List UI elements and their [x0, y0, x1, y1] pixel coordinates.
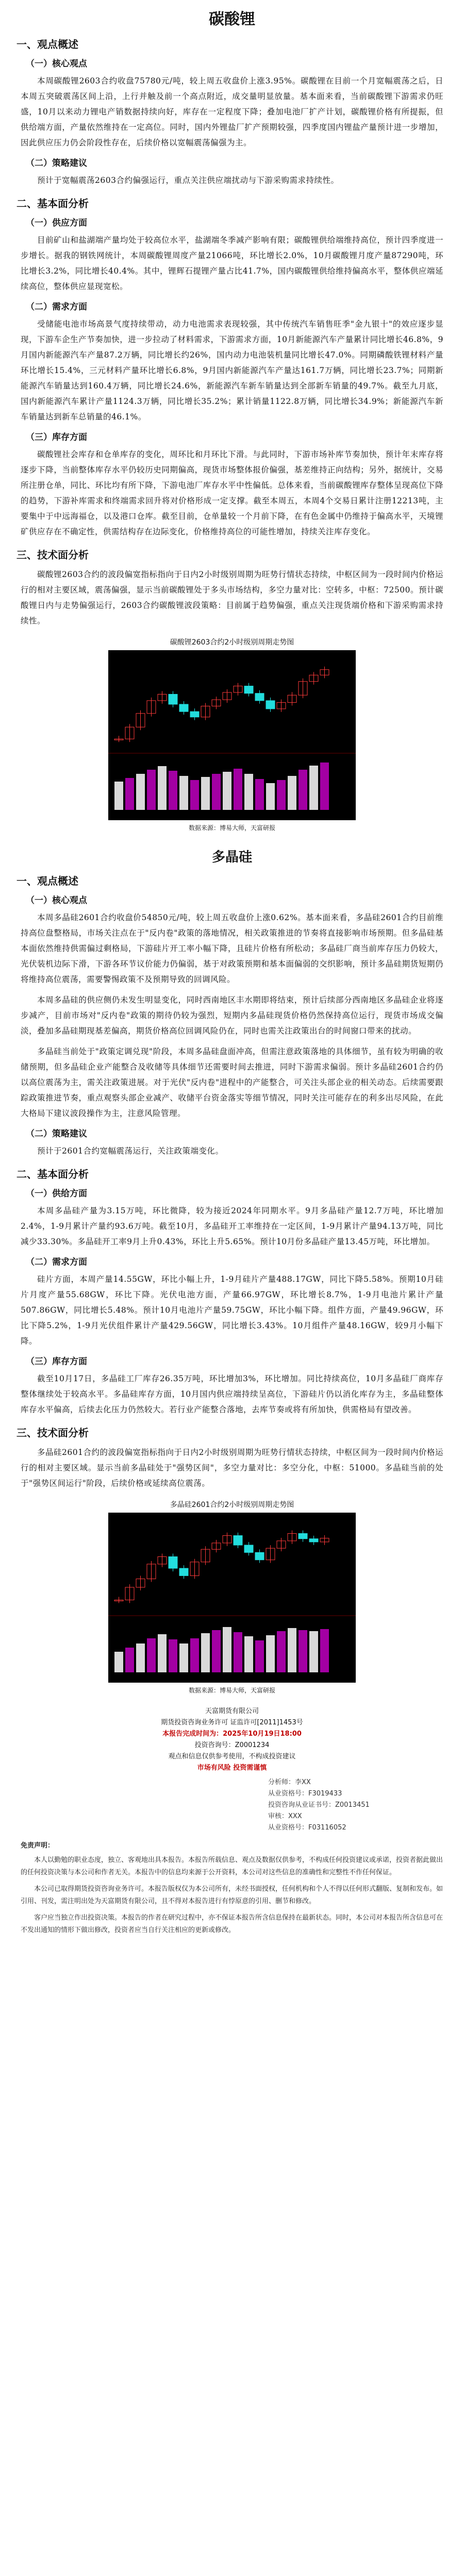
polysilicon-oscillator-bar — [244, 1636, 253, 1672]
disclaimer-title: 免责声明： — [21, 1842, 55, 1850]
lithium-oscillator-bar — [114, 782, 123, 810]
heading-fundamentals-2: 二、基本面分析 — [16, 1168, 89, 1180]
core-view-paragraph-2b: 本周多晶硅的供应侧仍未发生明显变化，同时西南地区丰水期即将结束，预计后续部分西南地区多晶硅企业将逐步减产，目前市场对"反内卷"政策的期待仍较为强烈，短期内多晶硅现货价格仍然保持高位运行，现货市场成交偏淡，叠加多晶硅期现基差偏高，期货价格高位回调风险仍在，同时也需关注政策出台的时间窗口带来的扰动。 — [21, 995, 443, 1036]
core-view-paragraph-2a: 本周多晶硅2601合约收盘价54850元/吨，较上周五收盘价上涨0.62%。基本面来看，多晶硅2601合约目前维持高位盘整格局，市场关注点在于"反内卷"政策的落地情况，相关政策推进的节奏将直接影响市场预期。但多晶硅基本面依然维持供需偏过剩格局，下游硅片开工率小幅下降，且硅片价格有所松动；多晶硅厂商当前库存压力仍较大，光伏装机边际下滑，下游各环节议价能力仍偏弱，基于对政策预期和基本面偏弱的交织影响，预计多晶硅期货短期仍将维持高位震荡，需要警惕政策不及预期导致的回调风险。 — [21, 913, 443, 984]
polysilicon-chart — [108, 1496, 356, 1698]
report-date-line: 本报告完成时间为：2025年10月19日18:00 — [162, 1730, 302, 1738]
analyst-info — [268, 1777, 464, 1834]
stock-paragraph-2: 截至10月17日，多晶硅工厂库存26.35万吨，环比增加3%，环比增加。同比持续高位，10月多晶硅厂商库存整体继续处于较高水平。多晶硅库存方面，10月国内供应端持续呈高位，下游硅片仍以消化库存为主，多晶硅整体库存水平偏高，后续去化压力仍然较大。若行业产能整合落地，去库节奏或将有所加快，供需格局有望改善。 — [21, 1374, 443, 1414]
lithium-oscillator-bar — [212, 774, 221, 810]
polysilicon-oscillator-bar — [201, 1633, 210, 1672]
polysilicon-chart-caption: 数据来源：博易大师，天富研报 — [108, 1683, 356, 1698]
license-line: 期货投资咨询业务许可 证监许可[2011]1453号 — [161, 1719, 303, 1726]
lithium-chart-svg — [108, 650, 356, 820]
lithium-oscillator-bar — [147, 770, 156, 810]
polysilicon-oscillator-bar — [190, 1638, 199, 1672]
lithium-oscillator-bar — [158, 766, 167, 810]
polysilicon-candle — [244, 1545, 253, 1552]
lithium-oscillator-bar — [266, 783, 275, 810]
lithium-candle — [179, 704, 188, 711]
heading-stock: （三）库存方面 — [26, 432, 87, 443]
core-view-paragraph: 本周碳酸锂2603合约收盘75780元/吨，较上周五收盘价上涨3.95%。碳酸锂在目前一个月宽幅震荡之后，日本周五突破震荡区间上沿，上行并触及前一个高点附近，成交量明显放量。基本面来看，当前碳酸锂下游需求仍旺盛，10月以来动力锂电产销数据持续向好，库存在一定程度下降；叠加电池厂扩产计划，碳酸锂价格有所提振，但供给端方面，产量依然维持在一定高位。同时，国内外锂盐厂扩产预期较强，四季度国内锂盐产量预计进一步增加，因此供应压力仍会阶段性存在，后续价格以宽幅震荡偏强为主。 — [21, 76, 443, 147]
heading-supply: （一）供应方面 — [26, 218, 87, 228]
heading-technical-2: 三、技术面分析 — [16, 1427, 89, 1439]
stock-paragraph: 碳酸锂社会库存和仓单库存的变化，周环比和月环比下滑。与此同时，下游市场补库节奏加快，预计年末库存将逐步下降，当前整体库存水平仍较历史同期偏高，现货市场整体报价偏强，基差维持正向结构；另外，据统计，交易所注册仓单，同比、环比均有所下降，下游电池厂库存水平中性偏低。总体来看，当前碳酸锂库存整体呈现高位下降的趋势，下游补库需求和终端需求回升将对价格形成一定支撑。截至本周五，本周4个交易日累计注册12213吨，主要集中于中远海福仓，以及港口仓库。截至目前，仓单量较一个月前下降，在有色金属中仍维持于偏高水平，天境锂矿供应存在不确定性，供需结构存在边际变化，价格维持高位的可能性增加，持续关注库存变化。 — [21, 450, 443, 536]
lithium-oscillator-bar — [299, 770, 307, 810]
supply-paragraph-2: 本周多晶硅产量为3.15万吨，环比微降，较为接近2024年同期水平。9月多晶硅产量12.7万吨，环比增加2.4%，1-9月累计产量约93.6万吨。截至10月，多晶硅开工率维持在一定区间，1-9月累计产量94.13万吨，同比减少33.30%。多晶硅开工率9月上升0.43%，环比上升5.65%。预计10月份多晶硅产量13.45万吨，环比增加。 — [21, 1206, 443, 1246]
supply-paragraph: 目前矿山和盐湖端产量均处于较高位水平，盐湖端冬季减产影响有限；碳酸锂供给端维持高位，预计四季度进一步增长。据我的钢铁网统计，本周碳酸锂周度产量21066吨，环比增长2.0%，10月碳酸锂月度产量87290吨，环比增长3.2%，同比增长40.4%。其中，锂辉石提锂产量占比41.7%，国内碳酸锂供给维持偏高水平，整体供应端延续高位，整体供应显现宽松。 — [21, 235, 443, 291]
polysilicon-oscillator-bar — [309, 1631, 318, 1672]
polysilicon-chart-svg — [108, 1513, 356, 1683]
core-view-paragraph-2c: 多晶硅当前处于"政策定调兑现"阶段，本周多晶硅盘面冲高，但需注意政策落地的具体细节，虽有较为明确的收储预期，但多晶硅企业产能整合及收储等具体细节还需要时间去推进，同时下游需求偏弱。预计多晶硅2601合约仍以高位震荡为主，需关注政策进展。对于光伏"反内卷"进程中的产能整合，可关注头部企业的相关动态。后续需要跟踪政策推进节奏，重点观察头部企业减产、收储平台资金落实等细节情况，同时关注可能存在的利多出尽风险，在此大格局下建议波段操作为主，注意风险管理。 — [21, 1047, 443, 1118]
polysilicon-chart-body — [108, 1513, 356, 1683]
lithium-chart-title: 碳酸锂2603合约2小时级别周期走势图 — [108, 634, 356, 650]
lithium-oscillator-bar — [190, 780, 199, 810]
lithium-oscillator-bar — [244, 774, 253, 810]
polysilicon-oscillator-bar — [255, 1640, 264, 1672]
lithium-candle — [255, 693, 264, 701]
polysilicon-oscillator-bar — [234, 1632, 242, 1672]
polysilicon-oscillator-bar — [136, 1643, 145, 1672]
company-name: 天富期货有限公司 — [205, 1707, 259, 1715]
lithium-oscillator-bar — [309, 766, 318, 810]
lithium-candle — [266, 701, 275, 709]
lithium-oscillator-bar — [201, 777, 210, 810]
heading-strategy: （二）策略建议 — [26, 158, 87, 168]
reviewer-cert: 从业资格号：F03116052 — [268, 1824, 346, 1832]
heading-demand: （二）需求方面 — [26, 302, 87, 312]
contact-line: 投资咨询号：Z0001234 — [194, 1741, 270, 1749]
disclaimer-paragraph-3: 客户应当独立作出投资决策。本报告的作者在研究过程中，亦不保证本报告所含信息保持在最新状态。同时，本公司对本报告所含信息可在不发出通知的情形下做出修改，投资者应当自行关注相应的更新或修改。 — [21, 1914, 443, 1934]
lithium-chart-body — [108, 650, 356, 820]
slogan-line-2: 市场有风险 投资需谨慎 — [197, 1764, 267, 1772]
polysilicon-oscillator-bar — [114, 1652, 123, 1672]
lithium-oscillator-bar — [223, 772, 231, 810]
lithium-oscillator-bar — [169, 771, 177, 810]
polysilicon-candle — [234, 1536, 242, 1545]
lithium-oscillator-bar — [255, 779, 264, 810]
heading-technical: 三、技术面分析 — [16, 549, 89, 561]
lithium-oscillator-bar — [320, 762, 329, 810]
lithium-oscillator-bar — [136, 774, 145, 810]
analyst-name: 分析师：李XX — [268, 1778, 311, 1786]
lithium-oscillator-bar — [125, 778, 134, 810]
heading-overview-2: 一、观点概述 — [16, 875, 78, 887]
polysilicon-oscillator-bar — [299, 1630, 307, 1672]
doc-title-polysilicon: 多晶硅 — [211, 850, 252, 865]
demand-paragraph: 受储能电池市场高景气度持续带动，动力电池需求表现较强，其中传统汽车销售旺季"金九银十"的效应逐步显现，下游车企生产节奏加快，进一步拉动了材料需求，下游需求方面，10月新能源汽车产量累计同比增长46.8%，9月国内新能源汽车产量87.2万辆，同比增长约26%，国内动力电池装机量同比增长47.0%。同期磷酸铁锂材料产量环比增长15.4%，三元材料产量环比增长6.8%，9月国内新能源汽车产量达161.7万辆，同比增长23.7%；同期新能源汽车销量达到160.4万辆，同比增长24.6%，新能源汽车新车销量达到全部新车销量的49.7%。截至九月底，国内新能源汽车累计产量1124.3万辆，同比增长35.2%；累计销量1122.8万辆，同比增长34.9%；新能源汽车新车销量达到新车总销量的46.1%。 — [21, 319, 443, 421]
strategy-paragraph-2: 预计于2601合约宽幅震荡运行，关注政策端变化。 — [37, 1146, 224, 1156]
polysilicon-oscillator-bar — [125, 1648, 134, 1672]
heading-stock-2: （三）库存方面 — [26, 1357, 87, 1367]
polysilicon-oscillator-bar — [179, 1643, 188, 1672]
lithium-oscillator-bar — [234, 769, 242, 810]
polysilicon-candle — [299, 1533, 307, 1538]
slogan-line-1: 观点和信息仅供参考使用，不构成投资建议 — [168, 1753, 296, 1760]
heading-demand-2: （二）需求方面 — [26, 1257, 87, 1267]
lithium-candle — [190, 711, 199, 717]
lithium-oscillator-bar — [288, 776, 296, 810]
polysilicon-oscillator-bar — [266, 1635, 275, 1672]
disclaimer-paragraph-1: 本人以勤勉的职业态度，独立、客观地出具本报告。本报告所载信息、观点及数据仅供参考，不构成任何投资建议或承诺，投资者据此做出的任何投资决策与本公司和作者无关。本报告中的信息均来源于公开资料，本公司对这些信息的准确性和完整性不作任何保证。 — [21, 1856, 443, 1876]
polysilicon-oscillator-bar — [223, 1627, 231, 1672]
technical-paragraph-2: 多晶硅2601合约的波段偏宽指标指向于日内2小时级别周期为旺势行情状态持续，中枢区间为一段时间内价格运行的相对主要区域。显示当前多晶硅处于"强势区间"，多空力量对比：多空分化，中枢：51000。多晶硅当前的处于"强势区间运行"阶段，后续价格或延续高位震荡。 — [21, 1448, 443, 1488]
heading-strategy-2: （二）策略建议 — [26, 1129, 87, 1139]
polysilicon-candle — [179, 1568, 188, 1575]
lithium-candle — [244, 686, 253, 693]
demand-paragraph-2: 硅片方面，本周产量14.55GW，环比小幅上升，1-9月硅片产量488.17GW，同比下降5.58%。预期10月硅片月度产量55.68GW，环比下降。光伏电池方面，产量66.97GW，环比增长8.7%，1-9月电池片累计产量507.86GW，同比增长5.48%。预计10月电池片产量59.75GW，环比小幅下降。组件方面，产量49.96GW，环比下降5.2%，1-9月光伏组件累计产量429.56GW，同比增长3.43%。10月组件产量48.16GW，较9月小幅下降。 — [21, 1275, 443, 1346]
polysilicon-oscillator-bar — [158, 1634, 167, 1672]
lithium-oscillator-bar — [179, 776, 188, 810]
lithium-chart-caption: 数据来源：博易大师，天富研报 — [108, 820, 356, 835]
analyst-cert: 从业资格号：F3019433 — [268, 1790, 342, 1798]
technical-paragraph: 碳酸锂2603合约的波段偏宽指标指向于日内2小时级别周期为旺势行情状态持续，中枢区间为一段时间内价格运行的相对主要区域，震荡偏强，显示当前碳酸锂处于多头市场结构，多空力量对比：空转多，中枢：72500。预计碳酸锂日内与走势偏强运行，2603合约碳酸锂波段策略：目前属于趋势偏强，重点关注现货端价格和下游采购需求持续性。 — [21, 570, 443, 625]
polysilicon-oscillator-bar — [147, 1638, 156, 1672]
lithium-candle — [169, 694, 177, 704]
polysilicon-candle — [169, 1557, 177, 1569]
polysilicon-oscillator-bar — [288, 1628, 296, 1672]
polysilicon-candle — [309, 1539, 318, 1542]
polysilicon-oscillator-bar — [169, 1639, 177, 1672]
footer-block — [0, 1706, 464, 1774]
heading-core-view-2: （一）核心观点 — [26, 895, 87, 906]
polysilicon-oscillator-bar — [212, 1630, 221, 1672]
strategy-paragraph: 预计于宽幅震荡2603合约偏强运行，重点关注供应端扰动与下游采购需求持续性。 — [37, 176, 339, 185]
doc-title-lithium: 碳酸锂 — [209, 10, 255, 28]
lithium-chart — [108, 634, 356, 835]
heading-supply-2: （一）供给方面 — [26, 1189, 87, 1199]
heading-core-view: （一）核心观点 — [26, 59, 87, 69]
heading-overview: 一、观点概述 — [16, 38, 78, 50]
heading-fundamentals: 二、基本面分析 — [16, 197, 89, 210]
polysilicon-oscillator-bar — [320, 1629, 329, 1672]
disclaimer — [21, 1840, 443, 1937]
lithium-oscillator-bar — [277, 780, 286, 810]
analyst-invest-cert: 投资咨询从业证书号：Z0013451 — [268, 1801, 370, 1809]
reviewer-name: 审核：XXX — [268, 1812, 302, 1820]
polysilicon-chart-title: 多晶硅2601合约2小时级别周期走势图 — [108, 1496, 356, 1513]
polysilicon-candle — [255, 1552, 264, 1560]
polysilicon-oscillator-bar — [277, 1631, 286, 1672]
disclaimer-paragraph-2: 本公司已取得期货投资咨询业务许可。本报告版权仅为本公司所有，未经书面授权，任何机构和个人不得以任何形式翻版、复制和发布。如引用、刊发，需注明出处为天富期货有限公司，且不得对本报告进行有悖原意的引用、删节和修改。 — [21, 1885, 443, 1905]
